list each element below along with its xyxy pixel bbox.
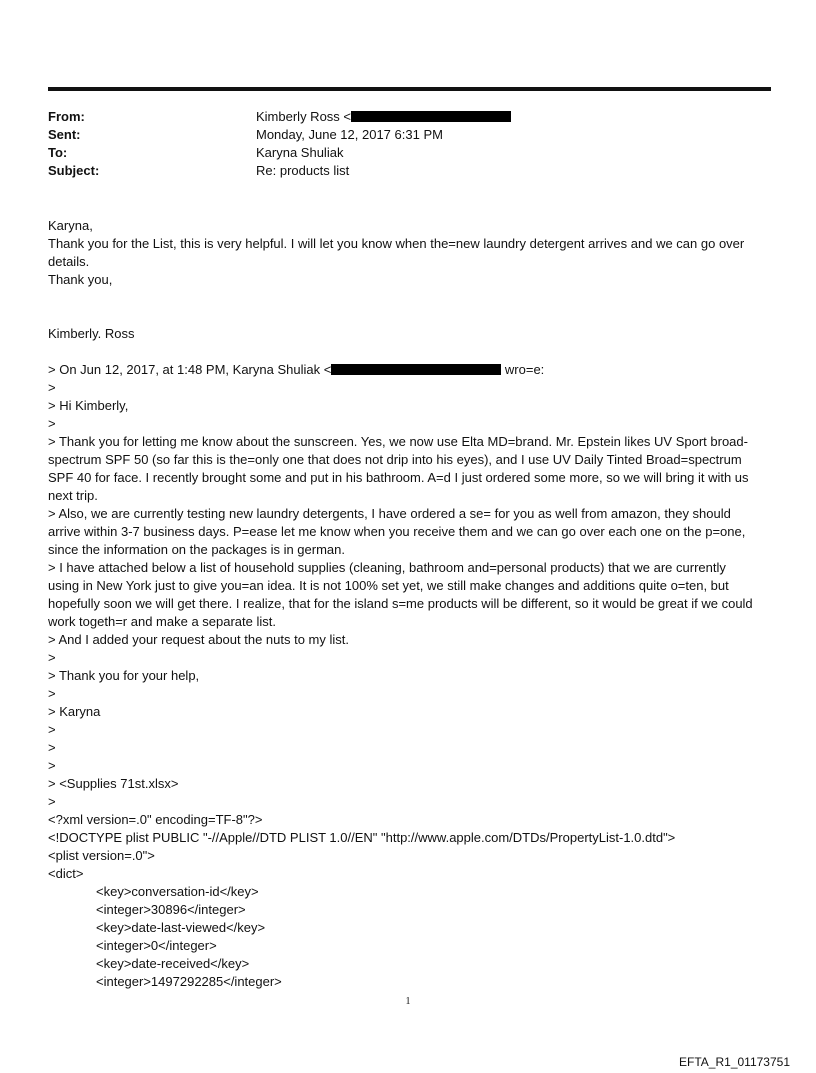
plist-open: <plist version=.0"> [48, 848, 155, 863]
sent-label: Sent: [48, 127, 81, 142]
sent-value: Monday, June 12, 2017 6:31 PM [256, 127, 443, 142]
from-value [256, 108, 511, 126]
reply-greeting: Karyna, [48, 218, 93, 233]
to-row [48, 144, 511, 162]
plist-dict-open: <dict> [48, 866, 84, 881]
quoted-intro-suffix: wro=e: [501, 362, 545, 377]
quoted-intro-prefix: > On Jun 12, 2017, at 1:48 PM, Karyna Shuliak < [48, 362, 332, 377]
plist-xml-declaration: <?xml version=.0" encoding=TF-8"?> [48, 812, 263, 827]
quoted-attachment: > <Supplies 71st.xlsx> [48, 776, 179, 791]
plist-line: <key>conversation-id</key> [96, 884, 259, 899]
plist-line: <integer>1497292285</integer> [96, 974, 282, 989]
quoted-blank-line: > [48, 722, 56, 737]
header-rule [48, 87, 771, 91]
quoted-blank-line: > [48, 416, 56, 431]
redaction-box [331, 364, 501, 375]
plist-line: <key>date-last-viewed</key> [96, 920, 266, 935]
plist-line: <key>date-received</key> [96, 956, 250, 971]
quoted-name: > Karyna [48, 704, 101, 719]
page-number: 1 [405, 996, 411, 1007]
from-name: Kimberly Ross < [256, 109, 351, 124]
quoted-blank-line: > [48, 380, 56, 395]
reply-signature: Kimberly. Ross [48, 326, 135, 341]
quoted-blank-line: > [48, 650, 56, 665]
to-label: To: [48, 145, 68, 160]
plist-line: <integer>30896</integer> [96, 902, 246, 917]
quoted-hi: > Hi Kimberly, [48, 398, 129, 413]
to-value: Karyna Shuliak [256, 145, 344, 160]
quoted-paragraph-2: > Also, we are currently testing new laundry detergents, I have ordered a se= for you as well from amazon, they should arrive within 3-7 business days. P=ease let me know when you receive them and we can go over each one on the p=one, since the information on the packages is in german. [48, 506, 746, 557]
quoted-blank-line: > [48, 794, 56, 809]
quoted-blank-line: > [48, 686, 56, 701]
quoted-blank-line: > [48, 740, 56, 755]
subject-label: Subject: [48, 163, 100, 178]
reply-thanks: Thank you, [48, 272, 113, 287]
plist-line: <integer>0</integer> [96, 938, 217, 953]
sent-row [48, 126, 511, 144]
from-label: From: [48, 109, 85, 124]
subject-row [48, 162, 511, 180]
quoted-blank-line: > [48, 758, 56, 773]
email-header [48, 108, 511, 180]
redaction-box [351, 111, 511, 122]
quoted-thanks: > Thank you for your help, [48, 668, 200, 683]
quoted-paragraph-3: > I have attached below a list of household supplies (cleaning, bathroom and=personal products) that we are currently using in New York just to give you=an idea. It is not 100% set yet, we still make changes and additions quite o=ten, but hopefully soon we will get there. I realize, that for the island s=me products will be different, so it would be great if we could work togeth=r and make a separate list. [48, 560, 753, 629]
plist-doctype: <!DOCTYPE plist PUBLIC "-//Apple//DTD PLIST 1.0//EN" "http://www.apple.com/DTDs/PropertyList-1.0.dtd"> [48, 830, 676, 845]
quoted-intro [48, 361, 760, 379]
reply-paragraph: Thank you for the List, this is very helpful. I will let you know when the=new laundry detergent arrives and we can go over details. [48, 236, 745, 269]
bates-number: EFTA_R1_01173751 [679, 1055, 790, 1069]
email-body [48, 217, 760, 991]
quoted-paragraph-4: > And I added your request about the nuts to my list. [48, 632, 349, 647]
from-row [48, 108, 511, 126]
quoted-paragraph-1: > Thank you for letting me know about the sunscreen. Yes, we now use Elta MD=brand. Mr. Epstein likes UV Sport broad-spectrum SPF 50 (so far this is the=only one that does not drip into his eyes), and I use UV Daily Tinted Broad=spectrum SPF 40 for face. I recently brought some and put in his bathroom. A=d I just ordered some more, so we will bring it with us next trip. [48, 434, 749, 503]
subject-value: Re: products list [256, 163, 350, 178]
